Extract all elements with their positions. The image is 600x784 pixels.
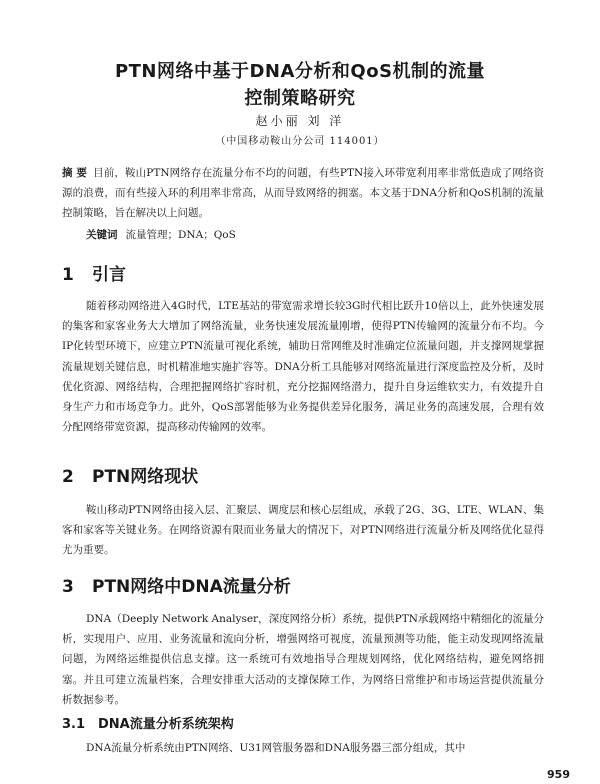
keywords bbox=[86, 227, 546, 242]
section-3-heading bbox=[62, 572, 291, 597]
section-title: PTN网络中DNA流量分析 bbox=[92, 577, 291, 597]
section-number: 2 bbox=[62, 467, 74, 487]
keywords-text: 流量管理；DNA；QoS bbox=[125, 229, 236, 241]
abstract-text: 目前，鞍山PTN网络存在流量分布不均的问题，有些PTN接入环带宽利用率非常低造成了网络资源的浪费，而有些接入环的利用率非常高，从而导致网络的拥塞。本文基于DNA分析和QoS机制的流量控制策略，旨在解决以上问题。 bbox=[62, 167, 544, 219]
section-1-heading bbox=[62, 260, 126, 285]
affiliation: （中国移动鞍山分公司 114001） bbox=[215, 136, 385, 147]
section-2-paragraph: 鞍山移动PTN网络由接入层、汇聚层、调度层和核心层组成，承载了2G、3G、LTE、WLAN、集客和家客等关键业务。在网络资源有限而业务量大的情况下，对PTN网络进行流量分析及网络优化显得尤为重要。 bbox=[62, 504, 544, 557]
section-title: PTN网络现状 bbox=[92, 467, 199, 487]
subsection-3-1-heading bbox=[62, 713, 234, 732]
paper-title-line-1: PTN网络中基于DNA分析和QoS机制的流量 bbox=[114, 61, 486, 82]
paper-title-line-2: 控制策略研究 bbox=[244, 88, 356, 109]
abstract bbox=[62, 163, 544, 223]
page-number: 959 bbox=[547, 768, 570, 781]
section-2-heading bbox=[62, 462, 198, 487]
subsection-3-1-paragraph: DNA流量分析系统由PTN网络、U31网管服务器和DNA服务器三部分组成，其中 bbox=[86, 742, 466, 754]
keywords-label: 关键词 bbox=[86, 229, 118, 241]
abstract-label: 摘 要 bbox=[62, 167, 88, 179]
section-number: 3 bbox=[62, 577, 74, 597]
section-1-paragraph: 随着移动网络进入4G时代，LTE基站的带宽需求增长较3G时代相比跃升10倍以上，此外快速发展的集客和家客业务大大增加了网络流量，业务快速发展流量刚增，使得PTN传输网的流量分布不均。今IP化转型环境下，应建立PTN流量可视化系统，辅助日常网维及时准确定位流量问题，并支撑网规掌握流量规划关键信息，时机精准地实施扩容等。DNA分析工具能够对网络流量进行深度监控及分析，及时优化资源、网络结构，合理把握网络扩容时机，充分挖掘网络潜力，提升自身运维软实力，有效提升自身生产力和市场竞争力。此外，QoS部署能够为业务提供差异化服务，满足业务的高速发展，合理有效分配网络带宽资源，提高移动传输网的效率。 bbox=[62, 300, 544, 434]
section-title: 引言 bbox=[92, 265, 126, 285]
subsection-title: DNA流量分析系统架构 bbox=[98, 717, 234, 732]
subsection-number: 3.1 bbox=[62, 717, 86, 732]
section-number: 1 bbox=[62, 265, 74, 285]
section-3-paragraph: DNA（Deeply Network Analyser，深度网络分析）系统，提供PTN承载网络中精细化的流量分析，实现用户、应用、业务流量和流向分析，增强网络可视度，流量预测等功能，能主动发现网络流量问题，为网络运维提供信息支撑。这一系统可有效地指导合理规划网络，优化网络结构，避免网络拥塞。并且可建立流量档案，合理安排重大活动的支撑保障工作，为网络日常维护和市场运营提供流量分析数据参考。 bbox=[62, 613, 544, 706]
authors: 赵小丽 刘 洋 bbox=[255, 114, 345, 128]
